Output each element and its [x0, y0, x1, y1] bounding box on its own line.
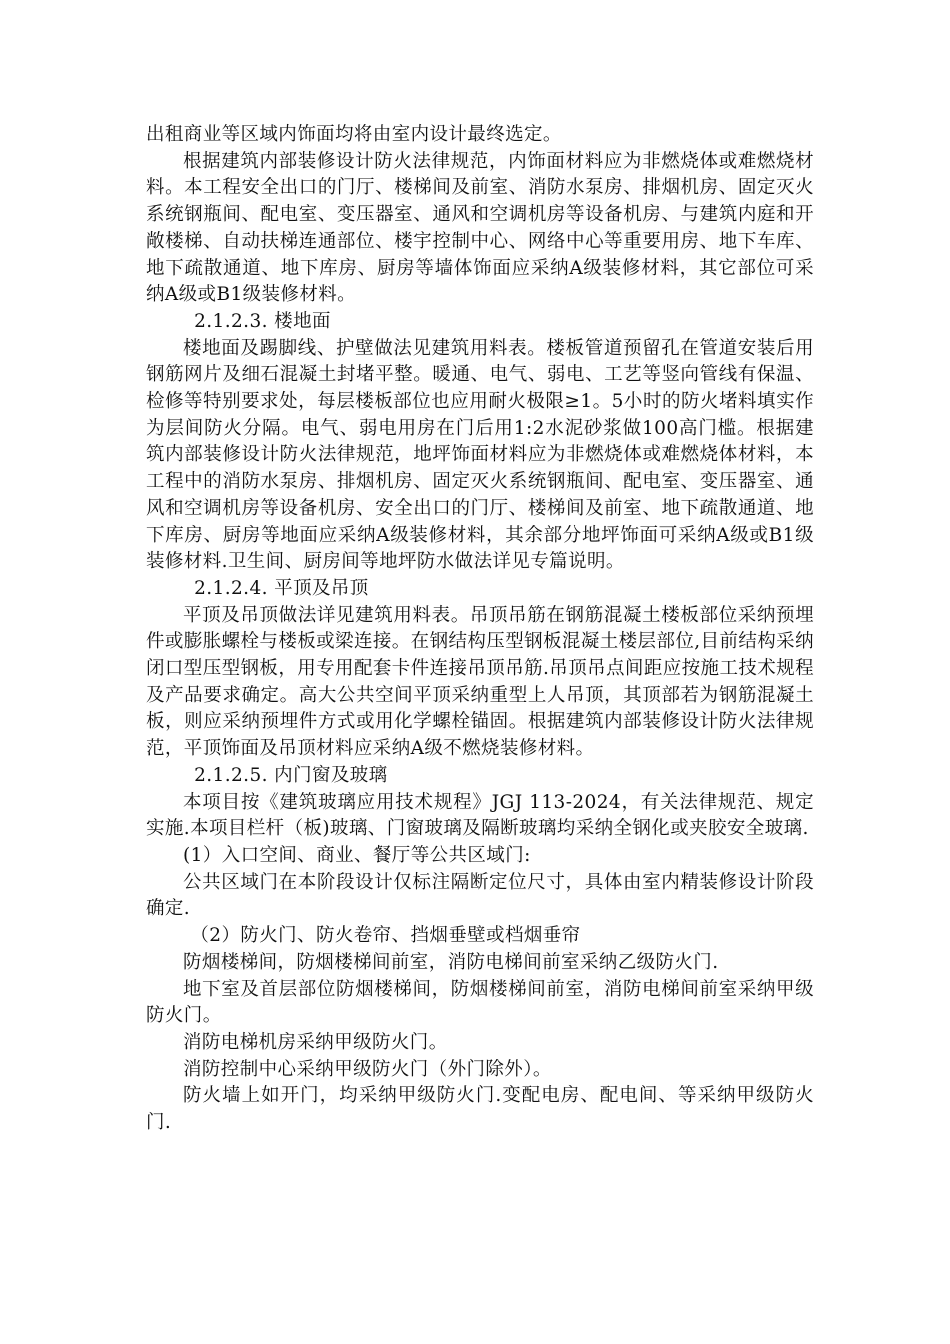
section-heading-floor: 2.1.2.3. 楼地面	[194, 310, 331, 332]
paragraph-control-center: 消防控制中心采纳甲级防火门（外门除外）。	[183, 1058, 552, 1080]
paragraph-fire-doors-b: 防烟楼梯间，防烟楼梯间前室，消防电梯间前室采纳乙级防火门.	[183, 951, 719, 973]
paragraph-elevator-machine-room: 消防电梯机房采纳甲级防火门。	[183, 1031, 448, 1053]
paragraph-firewall-doors: 防火墙上如开门，均采纳甲级防火门.变配电房、配电间、等采纳甲级防火门.	[146, 1085, 814, 1134]
paragraph-continuation: 出租商业等区域内饰面均将由室内设计最终选定。	[146, 124, 562, 145]
document-page	[146, 122, 814, 1137]
list-item-public-doors: (1）入口空间、商业、餐厅等公共区域门:	[183, 844, 531, 866]
paragraph-public-doors: 公共区域门在本阶段设计仅标注隔断定位尺寸，具体由室内精装修设计阶段确定.	[146, 871, 814, 920]
section-heading-doors-glass: 2.1.2.5. 内门窗及玻璃	[194, 764, 388, 786]
list-item-fire-doors: （2）防火门、防火卷帘、挡烟垂壁或档烟垂帘	[190, 925, 581, 947]
paragraph-floor: 楼地面及踢脚线、护壁做法见建筑用料表。楼板管道预留孔在管道安装后用钢筋网片及细石混凝土封堵平整。暖通、电气、弱电、工艺等竖向管线有保温、检修等特别要求处，每层楼板部位也应用耐火极限≥1。5小时的防火堵料填实作为层间防火分隔。电气、弱电用房在门后用1:2水泥砂浆做100高门槛。根据建筑内部装修设计防火法律规范，地坪饰面材料应为非燃烧体或难燃烧体材料，本工程中的消防水泵房、排烟机房、固定灭火系统钢瓶间、配电室、变压器室、通风和空调机房等设备机房、安全出口的门厅、楼梯间及前室、地下疏散通道、地下库房、厨房等地面应采纳A级装修材料，其余部分地坪饰面可采纳A级或B1级装修材料.卫生间、厨房间等地坪防水做法详见专篇说明。	[146, 337, 814, 573]
paragraph-fire-doors-a-basement: 地下室及首层部位防烟楼梯间，防烟楼梯间前室，消防电梯间前室采纳甲级防火门。	[146, 978, 814, 1027]
section-heading-ceiling: 2.1.2.4. 平顶及吊顶	[194, 577, 369, 599]
paragraph-glass-code: 本项目按《建筑玻璃应用技术规程》JGJ 113-2024，有关法律规范、规定实施.本项目栏杆（板)玻璃、门窗玻璃及隔断玻璃均采纳全钢化或夹胶安全玻璃.	[146, 791, 814, 840]
paragraph-ceiling: 平顶及吊顶做法详见建筑用料表。吊顶吊筋在钢筋混凝土楼板部位采纳预埋件或膨胀螺栓与楼板或梁连接。在钢结构压型钢板混凝土楼层部位,目前结构采纳闭口型压型钢板，用专用配套卡件连接吊顶吊筋.吊顶吊点间距应按施工技术规程及产品要求确定。高大公共空间平顶采纳重型上人吊顶，其顶部若为钢筋混凝土板，则应采纳预埋件方式或用化学螺栓锚固。根据建筑内部装修设计防火法律规范，平顶饰面及吊顶材料应采纳A级不燃烧装修材料。	[146, 604, 814, 760]
paragraph-wall-finish-fire-rules: 根据建筑内部装修设计防火法律规范，内饰面材料应为非燃烧体或难燃烧材料。本工程安全出口的门厅、楼梯间及前室、消防水泵房、排烟机房、固定灭火系统钢瓶间、配电室、变压器室、通风和空调机房等设备机房、与建筑内庭和开敞楼梯、自动扶梯连通部位、楼宇控制中心、网络中心等重要用房、地下车库、地下疏散通道、地下库房、厨房等墙体饰面应采纳A级装修材料，其它部位可采纳A级或B1级装修材料。	[146, 150, 814, 306]
